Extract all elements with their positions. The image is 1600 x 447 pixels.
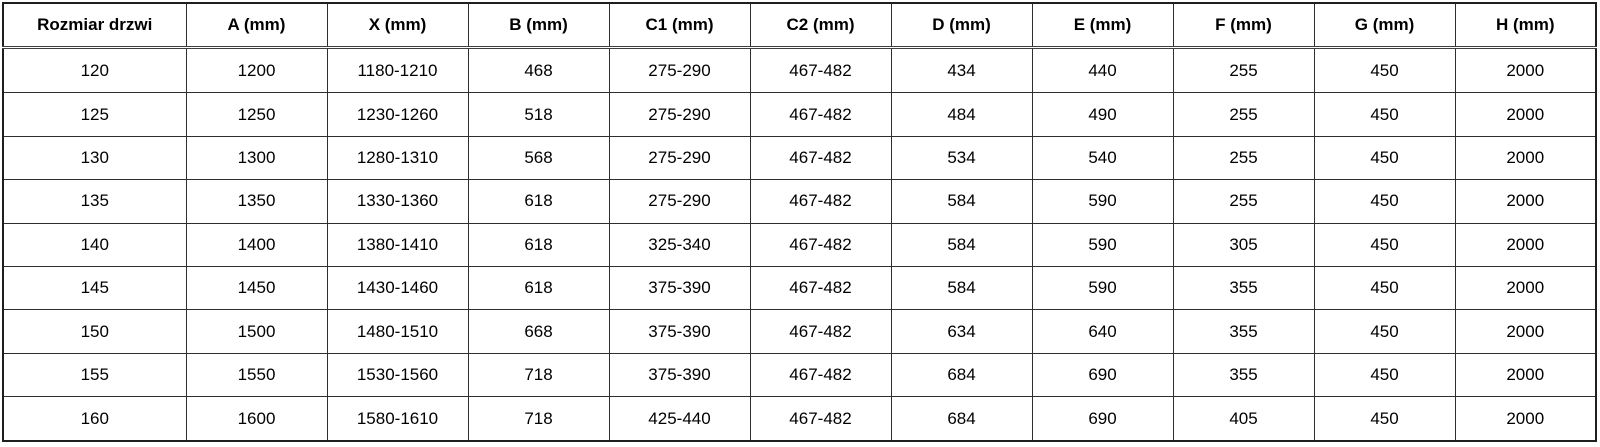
table-cell: 1400 xyxy=(186,223,327,266)
table-cell: 130 xyxy=(3,136,186,179)
table-cell: 1300 xyxy=(186,136,327,179)
table-cell: 634 xyxy=(891,310,1032,353)
table-cell: 2000 xyxy=(1455,353,1596,396)
table-cell: 120 xyxy=(3,48,186,93)
table-cell: 584 xyxy=(891,180,1032,223)
table-cell: 584 xyxy=(891,223,1032,266)
table-cell: 1550 xyxy=(186,353,327,396)
table-cell: 1380-1410 xyxy=(327,223,468,266)
table-cell: 450 xyxy=(1314,353,1455,396)
table-cell: 2000 xyxy=(1455,180,1596,223)
table-cell: 135 xyxy=(3,180,186,223)
table-cell: 618 xyxy=(468,180,609,223)
table-cell: 155 xyxy=(3,353,186,396)
table-cell: 640 xyxy=(1032,310,1173,353)
table-cell: 568 xyxy=(468,136,609,179)
table-cell: 2000 xyxy=(1455,397,1596,441)
table-row xyxy=(3,397,1596,441)
table-cell: 450 xyxy=(1314,180,1455,223)
table-cell: 467-482 xyxy=(750,353,891,396)
table-cell: 275-290 xyxy=(609,93,750,136)
table-cell: 325-340 xyxy=(609,223,750,266)
table-cell: 1280-1310 xyxy=(327,136,468,179)
table-cell: 2000 xyxy=(1455,223,1596,266)
door-dimensions-table xyxy=(2,2,1597,442)
table-cell: 468 xyxy=(468,48,609,93)
table-cell: 255 xyxy=(1173,93,1314,136)
column-header-a: A (mm) xyxy=(186,3,327,48)
table-row xyxy=(3,93,1596,136)
table-cell: 590 xyxy=(1032,180,1173,223)
table-cell: 618 xyxy=(468,266,609,309)
table-cell: 490 xyxy=(1032,93,1173,136)
table-cell: 375-390 xyxy=(609,266,750,309)
table-cell: 534 xyxy=(891,136,1032,179)
table-cell: 355 xyxy=(1173,353,1314,396)
table-row xyxy=(3,353,1596,396)
table-cell: 1480-1510 xyxy=(327,310,468,353)
table-cell: 518 xyxy=(468,93,609,136)
table-cell: 467-482 xyxy=(750,310,891,353)
table-cell: 275-290 xyxy=(609,136,750,179)
table-row xyxy=(3,136,1596,179)
table-cell: 434 xyxy=(891,48,1032,93)
table-cell: 540 xyxy=(1032,136,1173,179)
table-cell: 450 xyxy=(1314,310,1455,353)
table-cell: 584 xyxy=(891,266,1032,309)
table-cell: 2000 xyxy=(1455,266,1596,309)
table-row xyxy=(3,266,1596,309)
table-row xyxy=(3,223,1596,266)
table-cell: 255 xyxy=(1173,136,1314,179)
table-cell: 255 xyxy=(1173,48,1314,93)
table-cell: 140 xyxy=(3,223,186,266)
table-cell: 125 xyxy=(3,93,186,136)
column-header-c2: C2 (mm) xyxy=(750,3,891,48)
table-cell: 1330-1360 xyxy=(327,180,468,223)
column-header-b: B (mm) xyxy=(468,3,609,48)
table-cell: 618 xyxy=(468,223,609,266)
table-cell: 1500 xyxy=(186,310,327,353)
table-cell: 1250 xyxy=(186,93,327,136)
table-cell: 690 xyxy=(1032,353,1173,396)
table-cell: 275-290 xyxy=(609,48,750,93)
table-cell: 2000 xyxy=(1455,48,1596,93)
table-cell: 1350 xyxy=(186,180,327,223)
table-cell: 440 xyxy=(1032,48,1173,93)
table-cell: 450 xyxy=(1314,397,1455,441)
column-header-e: E (mm) xyxy=(1032,3,1173,48)
table-cell: 375-390 xyxy=(609,353,750,396)
table-cell: 450 xyxy=(1314,48,1455,93)
table-cell: 355 xyxy=(1173,310,1314,353)
table-cell: 375-390 xyxy=(609,310,750,353)
table-cell: 690 xyxy=(1032,397,1173,441)
table-cell: 1530-1560 xyxy=(327,353,468,396)
table-row xyxy=(3,48,1596,93)
column-header-g: G (mm) xyxy=(1314,3,1455,48)
table-cell: 668 xyxy=(468,310,609,353)
column-header-f: F (mm) xyxy=(1173,3,1314,48)
table-cell: 590 xyxy=(1032,266,1173,309)
table-cell: 467-482 xyxy=(750,48,891,93)
table-cell: 255 xyxy=(1173,180,1314,223)
table-cell: 1580-1610 xyxy=(327,397,468,441)
table-cell: 467-482 xyxy=(750,266,891,309)
table-cell: 450 xyxy=(1314,223,1455,266)
table-cell: 145 xyxy=(3,266,186,309)
table-cell: 160 xyxy=(3,397,186,441)
column-header-c1: C1 (mm) xyxy=(609,3,750,48)
table-cell: 275-290 xyxy=(609,180,750,223)
table-cell: 450 xyxy=(1314,266,1455,309)
table-cell: 450 xyxy=(1314,136,1455,179)
table-cell: 467-482 xyxy=(750,93,891,136)
table-cell: 1180-1210 xyxy=(327,48,468,93)
table-cell: 684 xyxy=(891,397,1032,441)
table-cell: 305 xyxy=(1173,223,1314,266)
table-cell: 2000 xyxy=(1455,136,1596,179)
table-cell: 1200 xyxy=(186,48,327,93)
column-header-x: X (mm) xyxy=(327,3,468,48)
table-cell: 467-482 xyxy=(750,136,891,179)
table-row xyxy=(3,180,1596,223)
table-cell: 1230-1260 xyxy=(327,93,468,136)
column-header-d: D (mm) xyxy=(891,3,1032,48)
table-cell: 684 xyxy=(891,353,1032,396)
table-cell: 467-482 xyxy=(750,397,891,441)
table-cell: 2000 xyxy=(1455,93,1596,136)
table-cell: 1430-1460 xyxy=(327,266,468,309)
table-cell: 467-482 xyxy=(750,180,891,223)
header-row xyxy=(3,3,1596,48)
table-cell: 425-440 xyxy=(609,397,750,441)
table-cell: 718 xyxy=(468,353,609,396)
table-cell: 467-482 xyxy=(750,223,891,266)
table-cell: 718 xyxy=(468,397,609,441)
column-header-rozmiar-drzwi: Rozmiar drzwi xyxy=(3,3,186,48)
table-cell: 2000 xyxy=(1455,310,1596,353)
table-cell: 590 xyxy=(1032,223,1173,266)
table-cell: 450 xyxy=(1314,93,1455,136)
table-cell: 484 xyxy=(891,93,1032,136)
column-header-h: H (mm) xyxy=(1455,3,1596,48)
table-cell: 355 xyxy=(1173,266,1314,309)
table-row xyxy=(3,310,1596,353)
table-cell: 150 xyxy=(3,310,186,353)
table-body xyxy=(3,48,1596,442)
table-cell: 1600 xyxy=(186,397,327,441)
table-cell: 1450 xyxy=(186,266,327,309)
table-cell: 405 xyxy=(1173,397,1314,441)
